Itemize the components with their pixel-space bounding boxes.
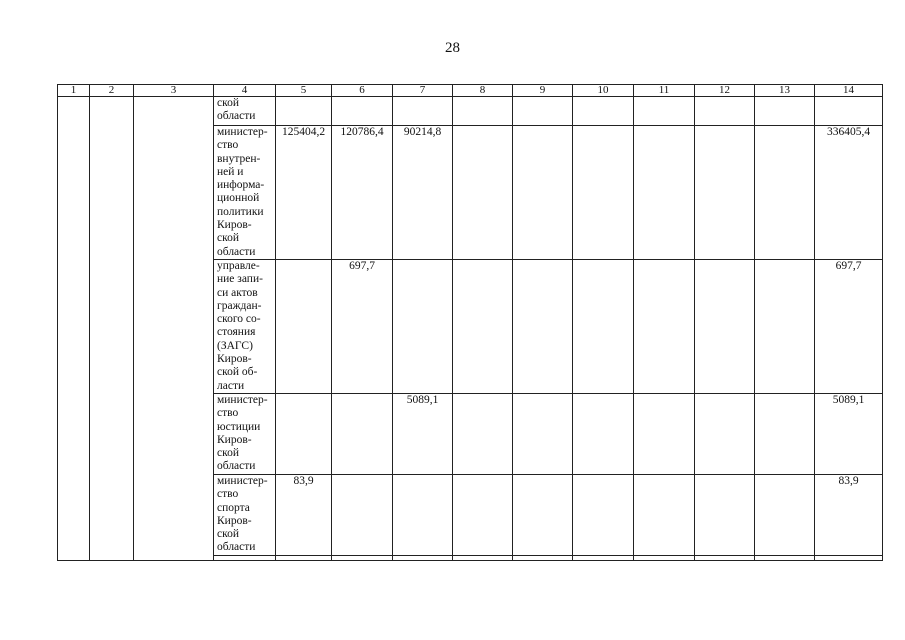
- column-header: 11: [634, 85, 695, 97]
- value-cell: [332, 97, 393, 126]
- value-cell: 83,9: [276, 475, 332, 556]
- table-cell: [573, 260, 634, 394]
- table-cell: [695, 97, 755, 126]
- column-header: 7: [393, 85, 453, 97]
- total-cell: 336405,4: [815, 126, 883, 260]
- agency-name: министер- ство спорта Киров- ской области: [214, 475, 276, 556]
- table-cell: [214, 556, 276, 561]
- column-header: 14: [815, 85, 883, 97]
- table-cell: [815, 556, 883, 561]
- table-cell: [755, 394, 815, 475]
- table-cell: [332, 556, 393, 561]
- table-cell: [134, 97, 214, 561]
- table-cell: [755, 556, 815, 561]
- column-header: 8: [453, 85, 513, 97]
- budget-table: [57, 84, 883, 561]
- table-cell: [695, 556, 755, 561]
- value-cell: [276, 260, 332, 394]
- column-header: 6: [332, 85, 393, 97]
- table-cell: [453, 556, 513, 561]
- table-cell: [453, 126, 513, 260]
- table-cell: [513, 97, 573, 126]
- value-cell: 90214,8: [393, 126, 453, 260]
- table-cell: [695, 475, 755, 556]
- table-cell: [634, 394, 695, 475]
- table-cell: [90, 97, 134, 561]
- table-cell: [513, 126, 573, 260]
- column-header: 2: [90, 85, 134, 97]
- table-cell: [573, 126, 634, 260]
- table-cell: [634, 475, 695, 556]
- agency-name: управле- ние запи- си актов граждан- ского со- стояния (ЗАГС) Киров- ской об- ласти: [214, 260, 276, 394]
- value-cell: [332, 394, 393, 475]
- table-cell: [695, 260, 755, 394]
- column-header: 1: [58, 85, 90, 97]
- column-header: 4: [214, 85, 276, 97]
- agency-name: министер- ство внутрен- ней и информа- ционной политики Киров- ской области: [214, 126, 276, 260]
- column-header: 13: [755, 85, 815, 97]
- value-cell: [276, 394, 332, 475]
- column-header: 12: [695, 85, 755, 97]
- table-cell: [453, 394, 513, 475]
- column-header: 9: [513, 85, 573, 97]
- table-cell: [634, 97, 695, 126]
- table-cell: [453, 97, 513, 126]
- table-cell: [755, 126, 815, 260]
- total-cell: 5089,1: [815, 394, 883, 475]
- value-cell: [393, 97, 453, 126]
- table-cell: [513, 260, 573, 394]
- agency-name: ской области: [214, 97, 276, 126]
- table-cell: [634, 556, 695, 561]
- value-cell: [393, 260, 453, 394]
- total-cell: [815, 97, 883, 126]
- table-row: [58, 97, 883, 126]
- header-row: [58, 85, 883, 97]
- value-cell: [276, 97, 332, 126]
- value-cell: 120786,4: [332, 126, 393, 260]
- value-cell: 5089,1: [393, 394, 453, 475]
- table-cell: [755, 475, 815, 556]
- table-cell: [513, 394, 573, 475]
- table-cell: [513, 475, 573, 556]
- page-number: 28: [445, 40, 460, 56]
- value-cell: [393, 475, 453, 556]
- column-header: 5: [276, 85, 332, 97]
- table-cell: [573, 97, 634, 126]
- value-cell: 697,7: [332, 260, 393, 394]
- value-cell: [332, 475, 393, 556]
- table-cell: [634, 126, 695, 260]
- column-header: 10: [573, 85, 634, 97]
- table-cell: [755, 260, 815, 394]
- table-cell: [573, 394, 634, 475]
- table-cell: [58, 97, 90, 561]
- table-cell: [755, 97, 815, 126]
- table-cell: [393, 556, 453, 561]
- column-header: 3: [134, 85, 214, 97]
- table-cell: [695, 126, 755, 260]
- value-cell: 125404,2: [276, 126, 332, 260]
- table-cell: [453, 475, 513, 556]
- table-cell: [453, 260, 513, 394]
- table-cell: [573, 556, 634, 561]
- total-cell: 83,9: [815, 475, 883, 556]
- table-cell: [695, 394, 755, 475]
- table-cell: [276, 556, 332, 561]
- table-cell: [573, 475, 634, 556]
- table-cell: [513, 556, 573, 561]
- table-cell: [634, 260, 695, 394]
- agency-name: министер- ство юстиции Киров- ской области: [214, 394, 276, 475]
- total-cell: 697,7: [815, 260, 883, 394]
